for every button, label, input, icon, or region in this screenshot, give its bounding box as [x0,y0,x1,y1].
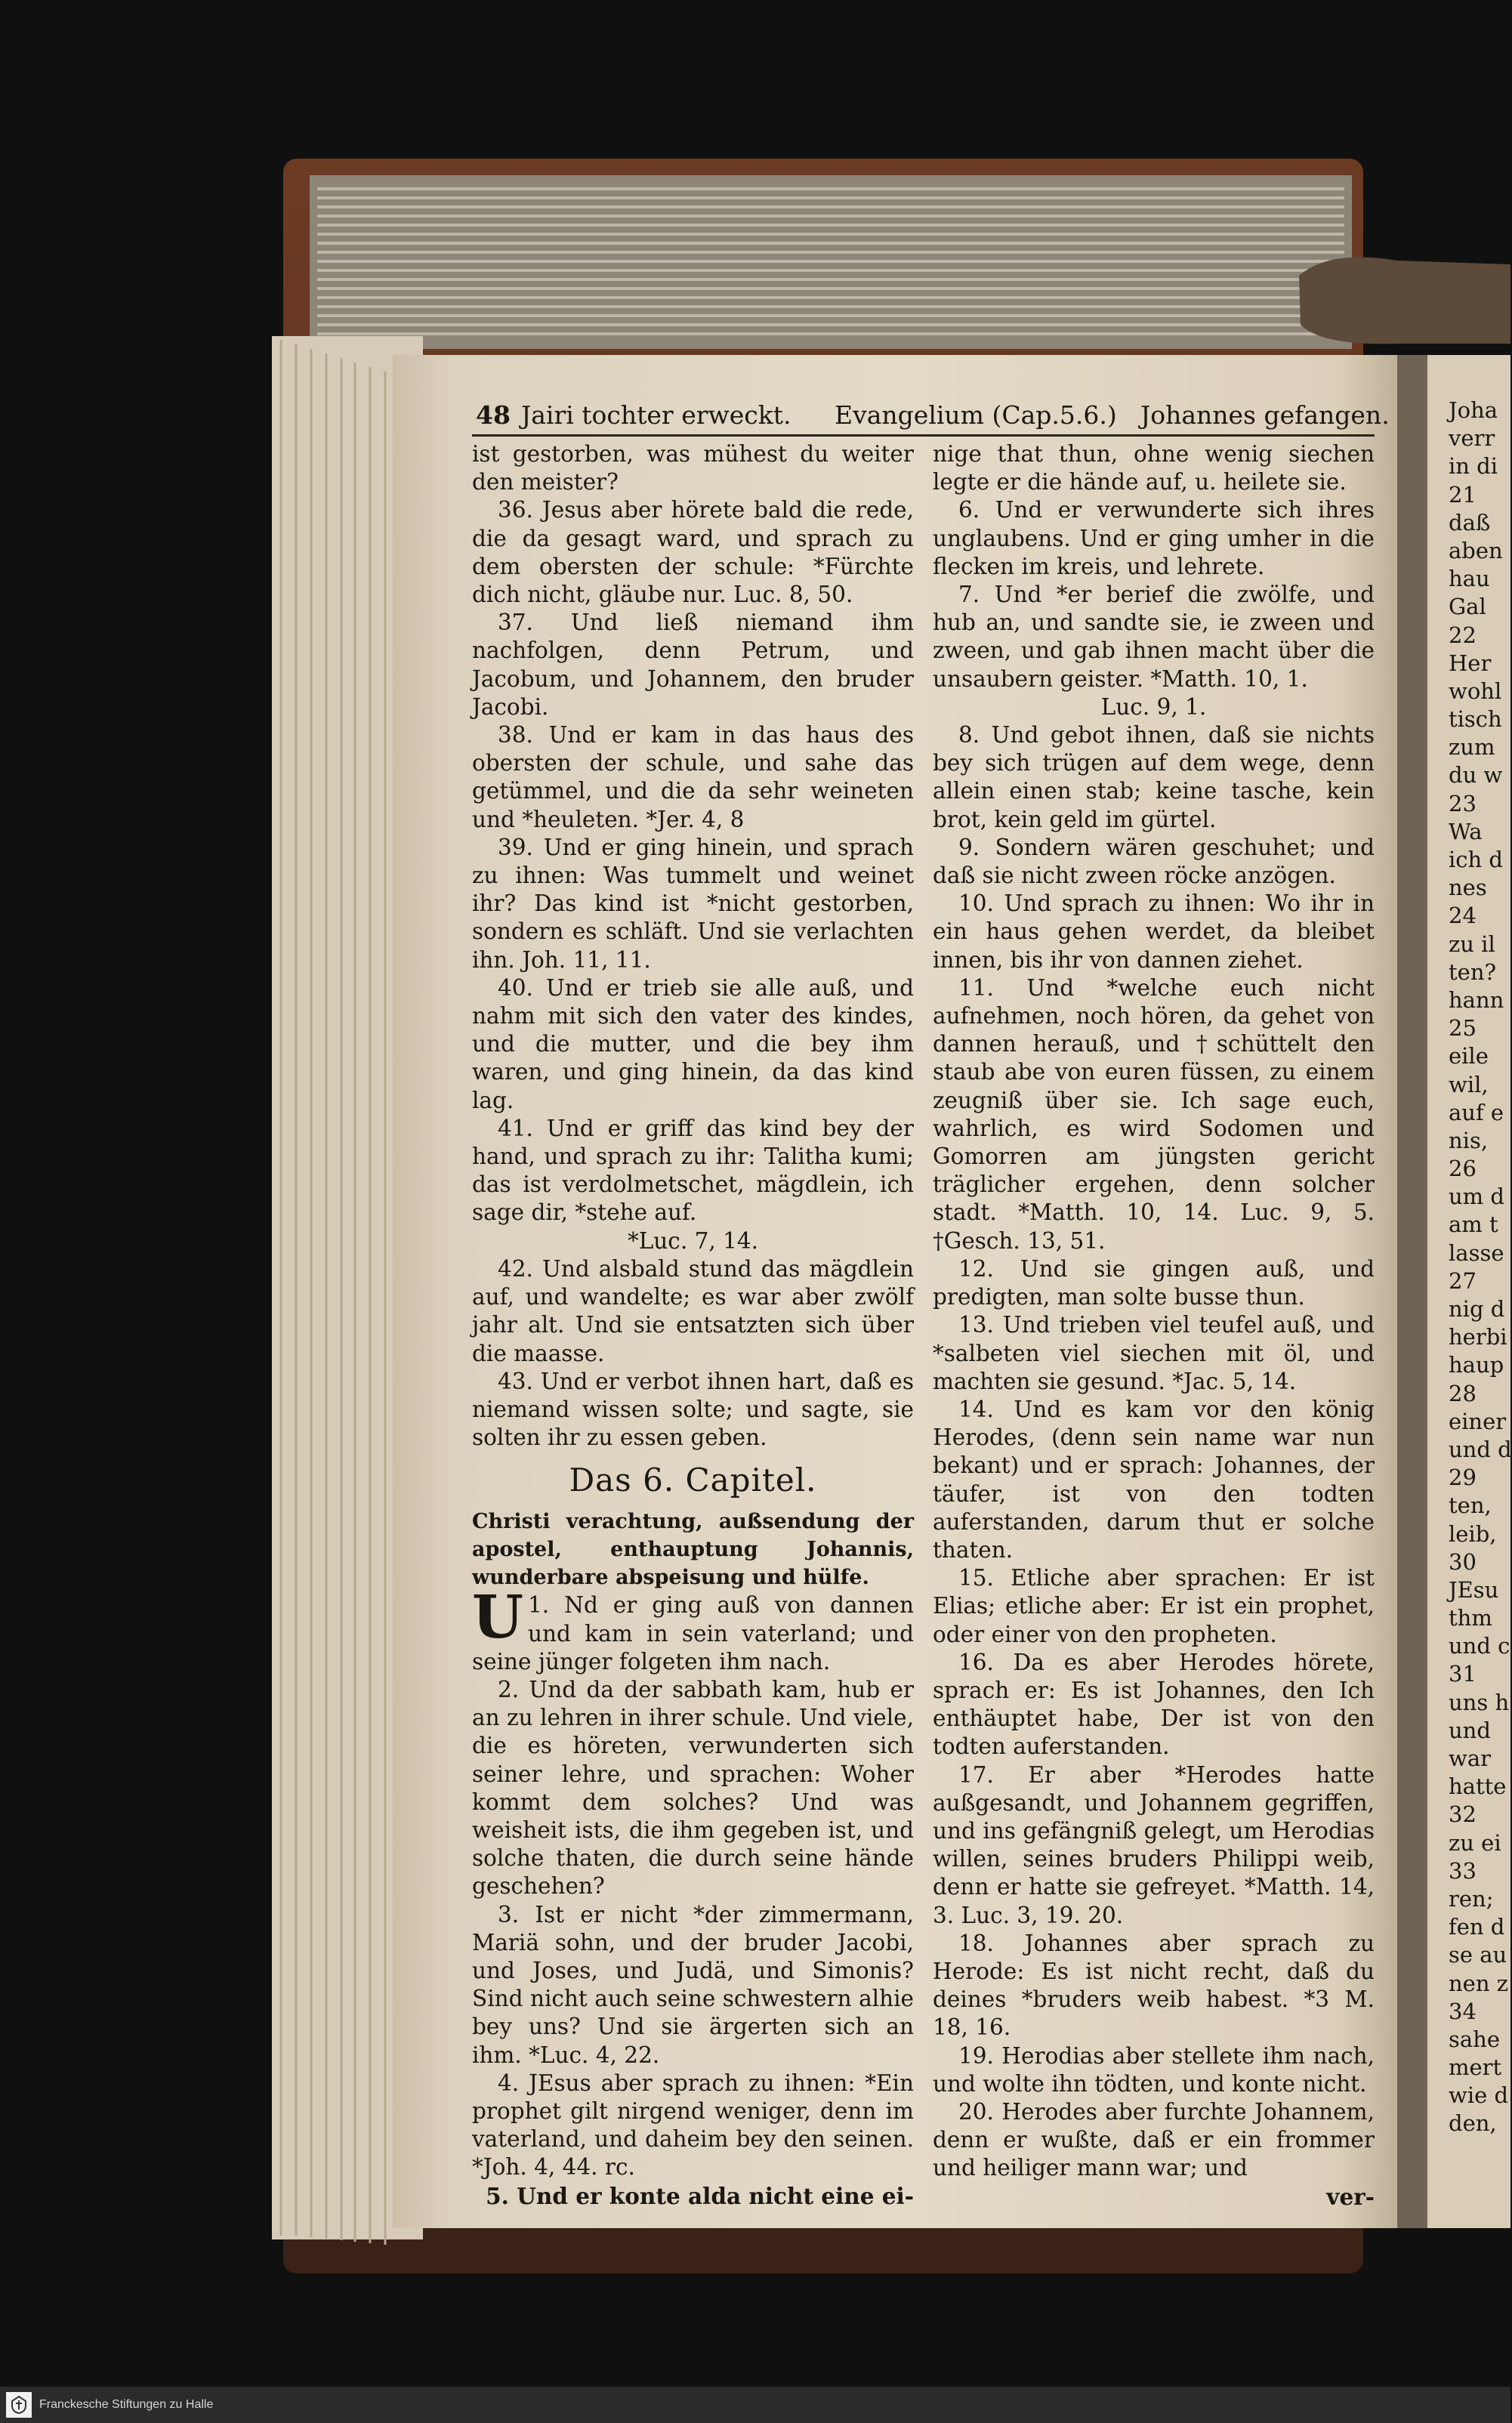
facing-page-fragment: hann [1449,986,1504,1013]
facing-page-fragment: ten, [1449,1492,1492,1519]
verse-paragraph: 17. Er aber *Herodes hatte außgesandt, und Johannem gegriffen, und ins gefängniß gelegt, um Herodias willen, seines bruders Philippi weib, denn er hatte sie gefreyet. *Matth. 14, 3. Luc. 3, 19. 20. [933,1761,1375,1928]
verse-paragraph: 43. Und er verbot ihnen hart, daß es niemand wissen solte; und sagte, sie solten ihr zu essen geben. [472,1368,914,1451]
facing-page-fragment: und c [1449,1633,1510,1659]
facing-page-fragment: uns h [1449,1689,1510,1715]
facing-page-fragment: ich d [1449,847,1503,872]
facing-page-fragment: 31 [1449,1661,1477,1687]
chapter-opening-verse [472,1583,914,1676]
running-head-center: Evangelium (Cap.5.6.) [835,400,1117,430]
facing-page-fragment: nis, [1449,1127,1489,1153]
verse-paragraph: 6. Und er verwunderte sich ihres unglaubens. Und er ging umher in die flecken im kreis, und lehrete. [933,497,1375,579]
verse-paragraph: 18. Johannes aber sprach zu Herode: Es ist nicht recht, daß du deines *bruders weib habest. *3 M. 18, 16. [933,1930,1375,2041]
facing-page-fragment: zu ei [1449,1829,1501,1856]
facing-page-fragment: zum [1449,734,1495,761]
facing-page-fragment: 25 [1449,1015,1477,1042]
running-head-left: Jairi tochter erweckt. [521,400,791,430]
facing-page-fragment: ten? [1449,958,1497,985]
facing-page-fragment: mert [1449,2054,1502,2081]
facing-page-fragment: und d [1449,1436,1512,1462]
facing-page-fragment: du w [1449,762,1503,789]
facing-page-fragment: leib, [1449,1520,1497,1547]
facing-page-fragment: hau [1449,566,1490,592]
page-block-top-edge [310,175,1352,349]
facing-page-fragment: auf e [1449,1099,1504,1125]
verse-paragraph: 12. Und sie gingen auß, und predigten, man solte busse thun. [933,1255,1375,1310]
verse-paragraph: 9. Sondern wären geschuhet; und daß sie nicht zween röcke anzögen. [933,834,1375,889]
facing-page-fragment: 28 [1449,1380,1477,1406]
facing-page-fragment: 22 [1449,622,1477,648]
cross-reference: *Luc. 7, 14. [627,1227,759,1254]
verse-paragraph: 4. JEsus aber sprach zu ihnen: *Ein prophet gilt nirgend weniger, denn im vaterland, und daheim bey den seinen. *Joh. 4, 44. rc. [472,2070,914,2181]
chapter-title: Das 6. Capitel. [569,1462,817,1499]
chapter-summary: Christi verachtung, außsendung der apostel, enthauptung Johannis, wunderbare abspeisung und hülfe. [472,1510,914,1590]
facing-page-fragment: 34 [1449,1998,1477,2024]
facing-page-fragment: wohl [1449,678,1502,704]
running-head-right: Johannes gefangen. [1140,400,1390,430]
facing-page-fragment: Gal [1449,594,1486,620]
drop-cap-initial: U [472,1583,524,1653]
verse-paragraph: 7. Und *er berief die zwölfe, und hub an, und sandte sie, ie zween und zween, und gab ihnen macht über die unsaubern geister. *Matth. 10, 1. [933,582,1375,692]
facing-page-fragment: wil, [1449,1071,1489,1097]
facing-page-fragment: Her [1449,650,1492,676]
continued-text: ist gestorben, was mühest du weiter den meister? [472,441,914,495]
verse-paragraph: 8. Und gebot ihnen, daß sie nichts bey sich trügen auf dem wege, denn allein einen stab; keine tasche, kein brot, kein geld im gürtel. [933,722,1375,832]
facing-page-fragment: eile [1449,1043,1489,1070]
verse-paragraph: 39. Und er ging hinein, und sprach zu ihnen: Was tummelt und weinet ihr? Das kind ist *nicht gestorben, sondern es schläft. Und sie verlachten ihn. Joh. 11, 11. [472,834,914,973]
facing-page-fragment: um d [1449,1184,1504,1210]
verse-paragraph: 19. Herodias aber stellete ihm nach, und wolte ihn tödten, und konte nicht. [933,2042,1375,2097]
facing-page-fragment: zu il [1449,931,1495,957]
footer-bar [0,2387,1510,2423]
verse-paragraph: 16. Da es aber Herodes hörete, sprach er: Es ist Johannes, den Ich enthäuptet habe, Der ist von den todten auferstanden. [933,1649,1375,1760]
footer-label: Franckesche Stiftungen zu Halle [39,2398,214,2411]
gutter-shadow [1397,355,1427,2228]
facing-page-fragment: 27 [1449,1267,1477,1294]
facing-page-fragment: 24 [1449,903,1477,929]
verse-number: 1. [528,1592,565,1619]
facing-page-fragment: 21 [1449,481,1477,508]
facing-page-fragment: fen d [1449,1914,1505,1940]
facing-page-fragment: verr [1449,425,1495,452]
verse-paragraph: 15. Etliche aber sprachen: Er ist Elias; etliche aber: Er ist ein prophet, oder einer von den propheten. [933,1565,1375,1647]
facing-page-fragment: nen z [1449,1970,1509,1996]
verse-paragraph: 38. Und er kam in das haus des obersten der schule, und sahe das getümmel, und die da sehr weineten und *heuleten. *Jer. 4, 8 [472,722,914,832]
facing-page-fragment: herbi [1449,1324,1507,1350]
verse-paragraph: 41. Und er griff das kind bey der hand, und sprach zu ihr: Talitha kumi; das ist verdolmetschet, mägdlein, ich sage dir, *stehe auf. [472,1115,914,1226]
verse-paragraph: 37. Und ließ niemand ihm nachfolgen, denn Petrum, und Jacobum, und Johannem, den bruder Jacobi. [472,610,914,720]
facing-page-fragment: war [1449,1745,1491,1771]
verse-paragraph: 2. Und da der sabbath kam, hub er an zu lehren in ihrer schule. Und viele, die es höreten, verwunderten sich seiner lehre, und sprachen: Woher kommt dem solches? Und was weisheit ists, die ihm gegeben ist, und solche thaten, die durch seine hände geschehen? [472,1676,914,1900]
facing-page-fragment: wie d [1449,2082,1509,2109]
verse-paragraph: 40. Und er trieb sie alle auß, und nahm mit sich den vater des kindes, und die mutter, und die bey ihm waren, und ging hinein, da das kind lag. [472,974,914,1113]
facing-page-fragment: lasse [1449,1239,1504,1266]
facing-page-fragment: Wa [1449,818,1483,844]
facing-page-fragment: ren; [1449,1885,1494,1912]
facing-page-fragment: thm [1449,1605,1492,1631]
facing-page-fragment: 33 [1449,1857,1477,1884]
facing-page-fragment: in di [1449,453,1498,480]
facing-page-fragment: JEsu [1449,1576,1499,1603]
cross-reference: Luc. 9, 1. [1100,693,1207,720]
page-number: 48 [476,400,511,430]
facing-page-fragment: aben [1449,537,1503,563]
facing-page-fragment: 29 [1449,1465,1477,1491]
facing-page-fragment: 26 [1449,1156,1477,1182]
facing-page-fragment: und [1449,1717,1491,1743]
facing-page-fragment: einer [1449,1408,1507,1434]
facing-page-fragment: am t [1449,1212,1498,1238]
running-head [472,397,1390,437]
right-text-column [933,440,1375,2210]
left-text-column [472,440,914,2209]
facing-page-fragment: haup [1449,1352,1504,1378]
facing-page-fragment: 30 [1449,1548,1477,1575]
verse-paragraph: 10. Und sprach zu ihnen: Wo ihr in ein haus gehen werdet, da bleibet innen, bis ihr von dannen ziehet. [933,890,1375,973]
verse-paragraph: 3. Ist er nicht *der zimmermann, Mariä sohn, und der bruder Jacobi, und Joses, und Judä, und Simonis? Sind nicht auch seine schwestern alhie bey uns? Und sie ärgerten sich an ihm. *Luc. 4, 22. [472,1901,914,2068]
facing-page-fragment: sahe [1449,2026,1501,2052]
institution-logo-icon [6,2392,32,2418]
facing-page-fragment: nig d [1449,1296,1505,1322]
verse-paragraph: 11. Und *welche euch nicht aufnehmen, noch hören, da gehet von dannen herauß, und †schüttelt den staub abe von euren füssen, zu einem zeugniß über sie. Ich sage euch, wahrlich, es wird Sodomen und Gomorren am jüngsten gericht träglicher ergehen, denn solcher stadt. *Matth. 10, 14. Luc. 9, 5. †Gesch. 13, 51. [933,974,1375,1254]
facing-page-fragment: Joha [1449,397,1498,423]
verse-text: Nd er ging auß von dannen und kam in sein vaterland; und seine jünger folgeten ihm nach. [472,1592,914,1674]
facing-page-fragment: den, [1449,2110,1497,2137]
book-clasp [1299,258,1510,344]
facing-page-edge-text [1449,397,1510,2209]
verse-paragraph: 36. Jesus aber hörete bald die rede, die da gesagt ward, und sprach zu dem obersten der schule: *Fürchte dich nicht, gläube nur. Luc. 8, 50. [472,497,914,608]
facing-page-fragment: tisch [1449,706,1502,733]
facing-page-fragment: nes [1449,875,1487,901]
facing-page-fragment: 32 [1449,1801,1477,1828]
verse-paragraph: 20. Herodes aber furchte Johannem, denn er wußte, daß er ein frommer und heiliger mann war; und [933,2098,1375,2181]
catchword-line: 5. Und er konte alda nicht eine ei- [486,2182,914,2209]
facing-page-fragment: daß [1449,509,1491,536]
facing-page-fragment: se au [1449,1942,1507,1968]
verse-paragraph: 42. Und alsbald stund das mägdlein auf, und wandelte; es war aber zwölf jahr alt. Und sie entsatzten sich über die maasse. [472,1255,914,1366]
continued-text: nige that thun, ohne wenig siechen legte er die hände auf, u. heilete sie. [933,441,1375,495]
facing-page-fragment: 23 [1449,790,1477,816]
verse-paragraph: 14. Und es kam vor den könig Herodes, (denn sein name war nun bekant) und er sprach: Johannes, der täufer, ist von den todten auferstanden, darum thut er solche thaten. [933,1396,1375,1563]
verse-paragraph: 13. Und trieben viel teufel auß, und *salbeten viel siechen mit öl, und machten sie gesund. *Jac. 5, 14. [933,1312,1375,1394]
facing-page-fragment: hatte [1449,1773,1507,1800]
catchword-line: ver- [1326,2183,1375,2210]
